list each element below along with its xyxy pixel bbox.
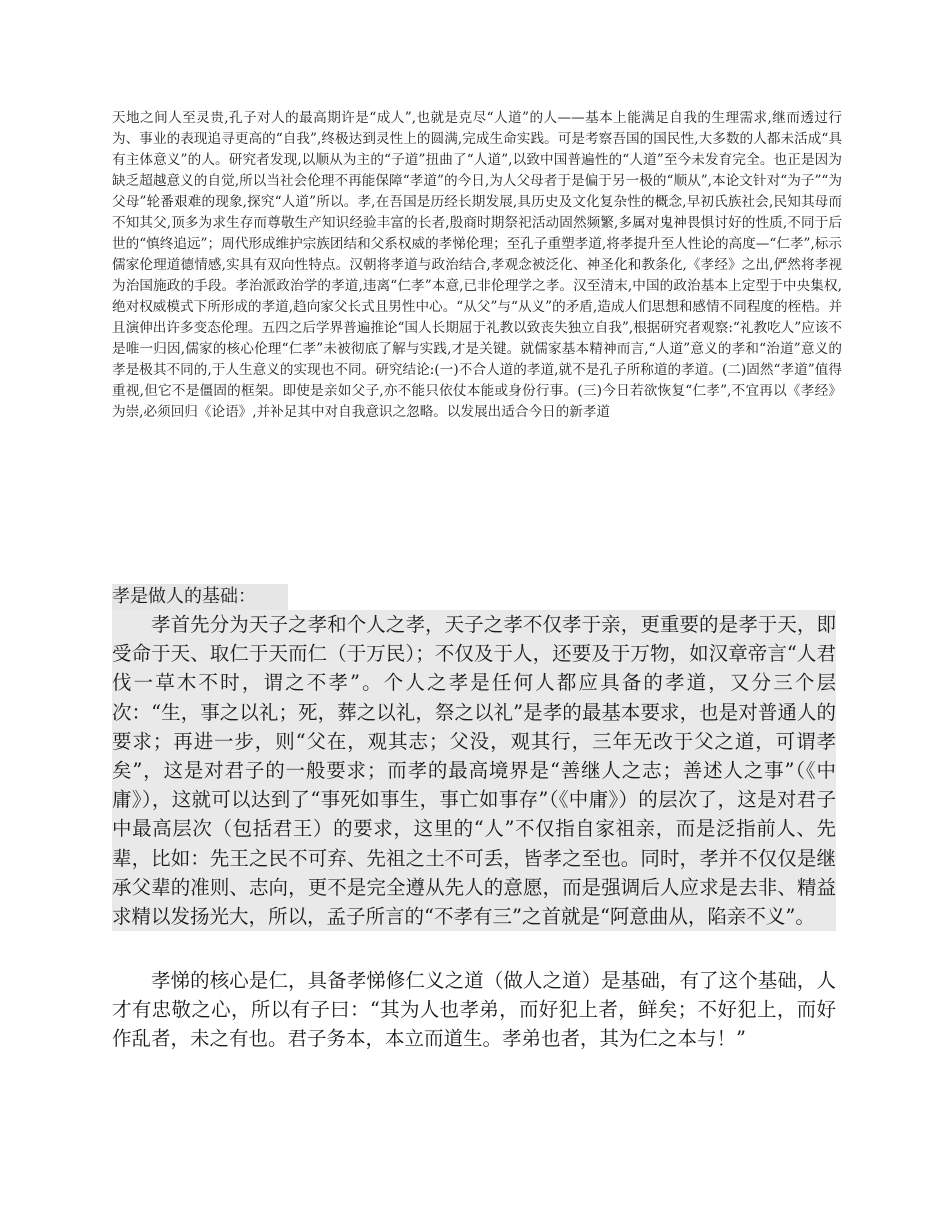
abstract-paragraph: 天地之间人至灵贵,孔子对人的最高期许是“成人”,也就是克尽“人道”的人——基本上能满足自我的生理需求,继而透过行为、事业的表现追寻更高的“自我”,终极达到灵性上的圆满,完成生命实践。可是考察吾国的国民性,大多数的人都未活成“具有主体意义”的人。研究者发现,以顺从为主的“子道”扭曲了“人道”,以致中国普遍性的“人道”至今未发育完全。也正是因为缺乏超越意义的自觉,所以当社会伦理不再能保障“孝道”的今日,为人父母者于是偏于另一极的“顺从”,本论文针对“为子”“为父母”轮番艰难的现象,探究“人道”所以。孝,在吾国是历经长期发展,具历史及文化复杂性的概念,早初氏族社会,民知其母而不知其父,顶多为求生存而尊敬生产知识经验丰富的长者,殷商时期祭祀活动固然频繁,多属对鬼神畏惧讨好的性质,不同于后世的“慎终追远”；周代形成维护宗族团结和父系权威的孝悌伦理；至孔子重塑孝道,将孝提升至人性论的高度—“仁孝”,标示儒家伦理道德情感,实具有双向性特点。汉朝将孝道与政治结合,孝观念被泛化、神圣化和教条化,《孝经》之出,俨然将孝视为治国施政的手段。孝治派政治学的孝道,违离“仁孝”本意,已非伦理学之孝。汉至清末,中国的政治基本上定型于中央集权,绝对权威模式下所形成的孝道,趋向家父长式且男性中心。“从父”与“从义”的矛盾,造成人们思想和感情不同程度的桎梏。并且演伸出许多变态伦理。五四之后学界普遍推论“国人长期屈于礼教以致丧失独立自我”,根据研究者观察:“礼教吃人”应该不是唯一归因,儒家的核心伦理“仁孝”未被彻底了解与实践,才是关键。就儒家基本精神而言,“人道”意义的孝和“治道”意义的孝是极其不同的,于人生意义的实现也不同。研究结论:(一)不合人道的孝道,就不是孔子所称道的孝道。(二)固然“孝道”值得重视,但它不是僵固的框架。即使是亲如父子,亦不能只依仗本能或身份行事。(三)今日若欲恢复“仁孝”,不宜再以《孝经》为崇,必须回归《论语》,并补足其中对自我意识之忽略。以发展出适合今日的新孝道	[112, 110, 842, 420]
section-heading: 孝是做人的基础：	[112, 584, 288, 610]
body-paragraph-2: 孝悌的核心是仁，具备孝悌修仁义之道（做人之道）是基础，有了这个基础，人才有忠敬之心，所以有子曰：“其为人也孝弟，而好犯上者，鲜矣；不好犯上，而好作乱者，未之有也。君子务本，本立而道生。孝弟也者，其为仁之本与！”	[112, 969, 836, 1051]
body-paragraph-1: 孝首先分为天子之孝和个人之孝，天子之孝不仅孝于亲，更重要的是孝于天，即受命于天、取仁于天而仁（于万民）；不仅及于人，还要及于万物，如汉章帝言“人君伐一草木不时，谓之不孝”。个人之孝是任何人都应具备的孝道，又分三个层次：“生，事之以礼；死，葬之以礼，祭之以礼”是孝的最基本要求，也是对普通人的要求；再进一步，则“父在，观其志；父没，观其行，三年无改于父之道，可谓孝矣”，这是对君子的一般要求；而孝的最高境界是“善继人之志；善述人之事”（《中庸》），这就可以达到了“事死如事生，事亡如事存”（《中庸》）的层次了，这是对君子中最高层次（包括君王）的要求，这里的“人”不仅指自家祖亲，而是泛指前人、先辈，比如：先王之民不可弃、先祖之土不可丢，皆孝之至也。同时，孝并不仅仅是继承父辈的准则、志向，更不是完全遵从先人的意愿，而是强调后人应求是去非、精益求精以发扬光大，所以，孟子所言的“不孝有三”之首就是“阿意曲从，陷亲不义”。	[112, 610, 836, 931]
